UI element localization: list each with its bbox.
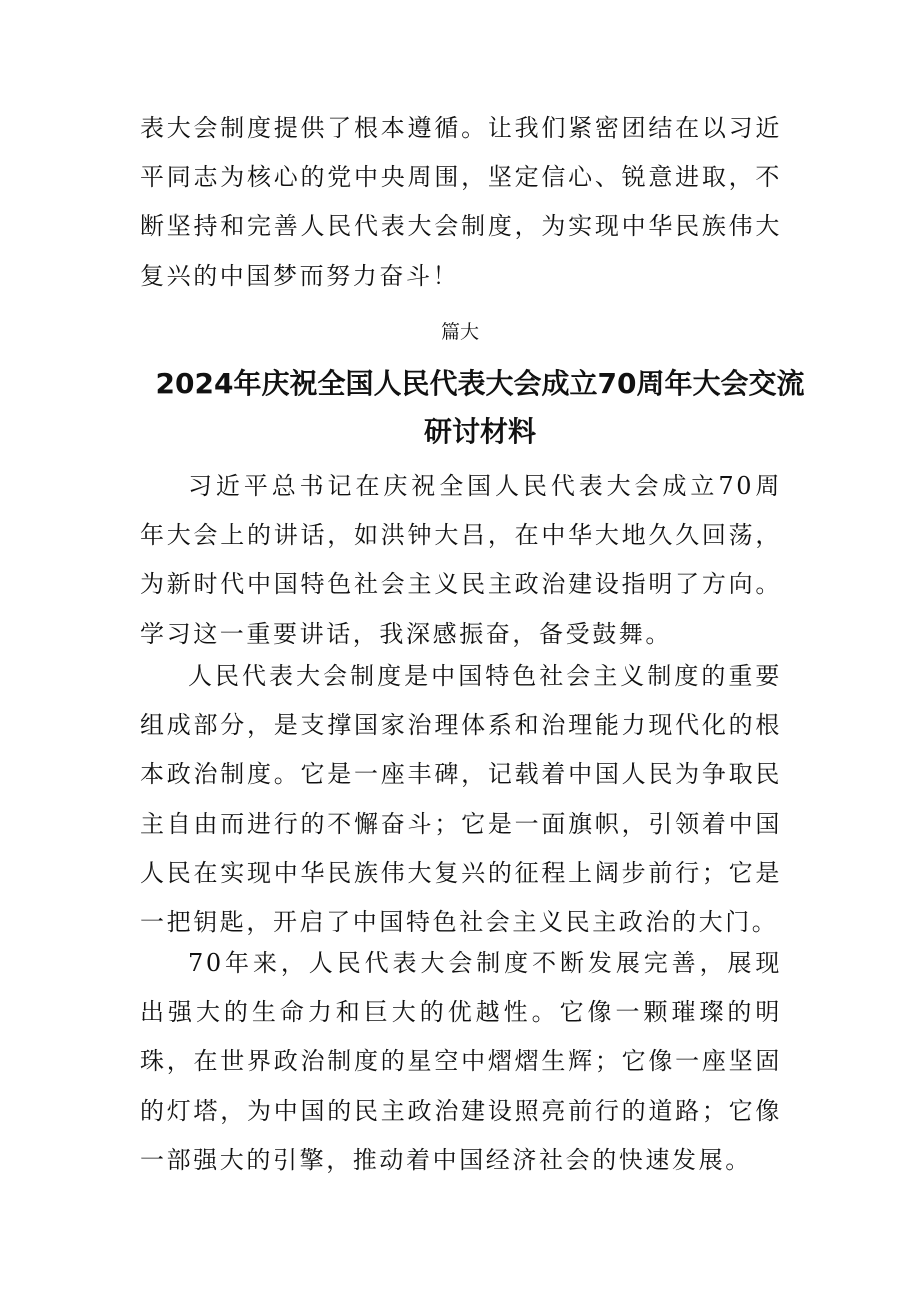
paragraph-1: 习近平总书记在庆祝全国人民代表大会成立70周年大会上的讲话，如洪钟大吕，在中华大地久久回荡，为新时代中国特色社会主义民主政治建设指明了方向。学习这一重要讲话，我深感振奋，备受鼓舞。	[140, 472, 782, 648]
continuation-paragraph: 表大会制度提供了根本遵循。让我们紧密团结在以习近平同志为核心的党中央周围，坚定信心、锐意进取，不断坚持和完善人民代表大会制度，为实现中华民族伟大复兴的中国梦而努力奋斗！	[140, 114, 782, 290]
section-label: 篇大	[440, 321, 479, 343]
paragraph-2: 人民代表大会制度是中国特色社会主义制度的重要组成部分，是支撑国家治理体系和治理能力现代化的根本政治制度。它是一座丰碑，记载着中国人民为争取民主自由而进行的不懈奋斗；它是一面旗帜，引领着中国人民在实现中华民族伟大复兴的征程上阔步前行；它是一把钥匙，开启了中国特色社会主义民主政治的大门。	[140, 662, 782, 937]
document-title: 2024年庆祝全国人民代表大会成立70周年大会交流研讨材料	[155, 367, 805, 448]
paragraph-3: 70年来，人民代表大会制度不断发展完善，展现出强大的生命力和巨大的优越性。它像一颗璀璨的明珠，在世界政治制度的星空中熠熠生辉；它像一座坚固的灯塔，为中国的民主政治建设照亮前行的道路；它像一部强大的引擎，推动着中国经济社会的快速发展。	[140, 949, 782, 1174]
